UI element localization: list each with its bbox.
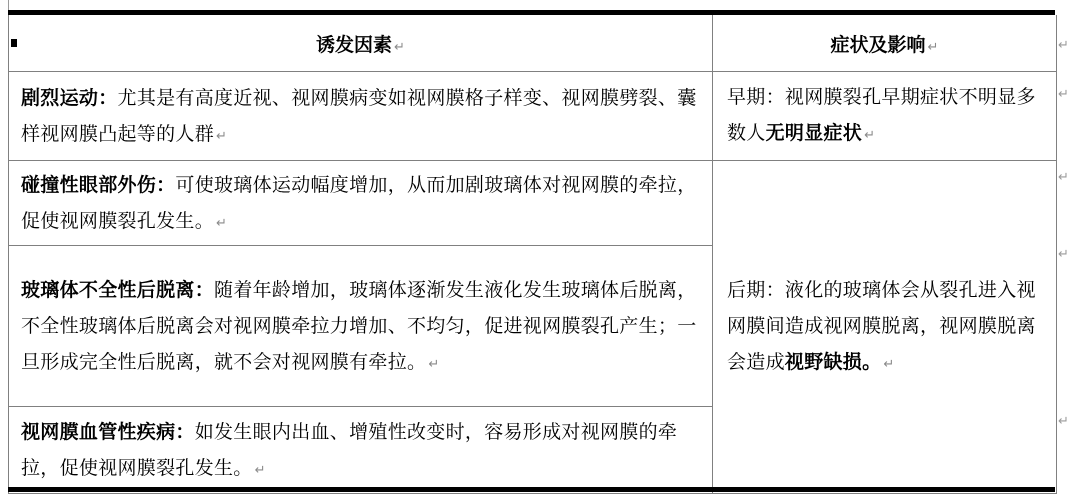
paragraph-mark-icon: ↵ [254, 462, 266, 478]
effect-tail: 。 [862, 350, 882, 373]
paragraph-mark-icon: ↵ [428, 356, 440, 372]
cause-text: 如发生眼内出血、增殖性改变时，容易形成对视网膜的牵拉，促使视网膜裂孔发生。 [21, 420, 678, 479]
effect-emphasis: 视野缺损 [784, 350, 863, 373]
cause-cell [9, 246, 713, 407]
row-end-mark-icon: ↵ [1058, 170, 1069, 185]
paragraph-mark-icon: ↵ [864, 127, 876, 143]
list-bullet-icon [11, 39, 17, 47]
paragraph-mark-icon: ↵ [927, 39, 939, 55]
effect-cell-merged [713, 161, 1057, 494]
row-end-mark-icon: ↵ [1058, 87, 1069, 102]
cause-effect-table [8, 15, 1057, 494]
page-corner-marker [8, 0, 9, 10]
header-effect [713, 15, 1057, 72]
table-row [9, 161, 1057, 246]
paragraph-mark-icon: ↵ [883, 356, 895, 372]
cause-cell [9, 161, 713, 246]
cause-text: 尤其是有高度近视、视网膜病变如视网膜格子样变、视网膜劈裂、囊样视网膜凸起等的人群 [21, 86, 697, 145]
paragraph-mark-icon: ↵ [216, 128, 228, 144]
paragraph-mark-icon: ↵ [216, 215, 228, 231]
effect-text: 早期：视网膜裂孔早期症状不明显多数人 [727, 85, 1036, 144]
header-cause [9, 15, 713, 72]
cause-cell [9, 407, 713, 494]
cause-title: 剧烈运动： [21, 86, 118, 109]
header-cause-label: 诱发因素 [316, 33, 393, 56]
row-end-mark-icon: ↵ [1058, 38, 1069, 53]
table-row [9, 72, 1057, 161]
effect-emphasis: 无明显症状 [765, 121, 863, 144]
row-end-mark-icon: ↵ [1058, 247, 1069, 262]
cause-text: 可使玻璃体运动幅度增加，从而加剧玻璃体对视网膜的牵拉，促使视网膜裂孔发生。 [21, 173, 697, 232]
cause-cell [9, 72, 713, 161]
header-effect-label: 症状及影响 [830, 33, 926, 56]
cause-text: 随着年龄增加，玻璃体逐渐发生液化发生玻璃体后脱离，不全性玻璃体后脱离会对视网膜牵拉力增加、不均匀，促进视网膜裂孔产生；一旦形成完全性后脱离，就不会对视网膜有牵拉。 [21, 278, 697, 373]
cause-title: 玻璃体不全性后脱离： [21, 278, 215, 301]
table-bottom-rule [8, 487, 1055, 492]
cause-title: 视网膜血管性疾病： [21, 420, 195, 443]
cause-title: 碰撞性眼部外伤： [21, 173, 176, 196]
effect-text: 后期：液化的玻璃体会从裂孔进入视网膜间造成视网膜脱离，视网膜脱离会造成 [727, 278, 1036, 373]
effect-cell [713, 72, 1057, 161]
table-header-row [9, 15, 1057, 72]
paragraph-mark-icon: ↵ [394, 39, 405, 55]
row-end-mark-icon: ↵ [1058, 414, 1069, 429]
